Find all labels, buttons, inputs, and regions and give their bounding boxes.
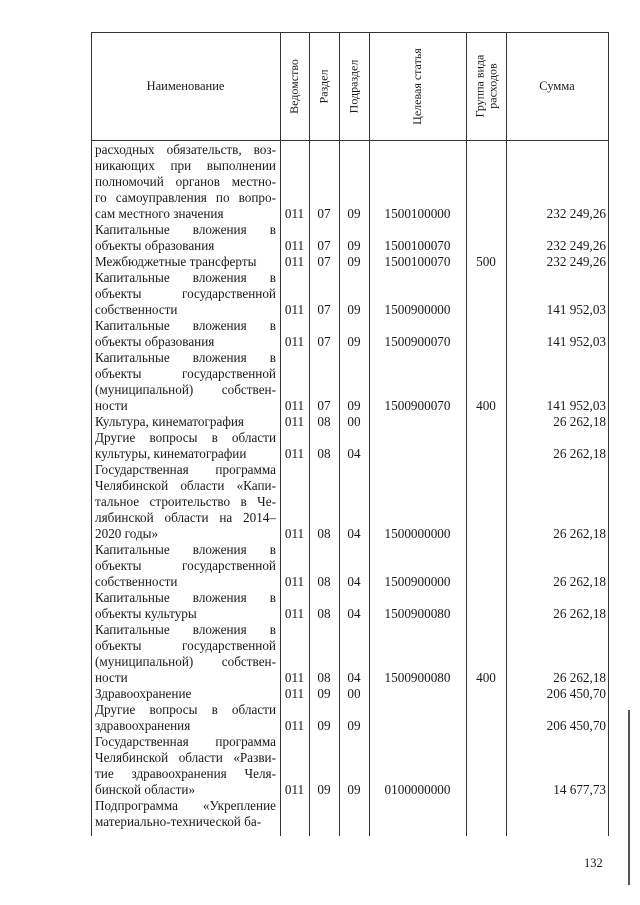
cell-razdel: 09	[317, 686, 331, 701]
cell-razdel: 08	[317, 670, 331, 685]
row-name	[95, 270, 276, 318]
row-name-line: Культура, кинематография	[95, 414, 244, 429]
header-vedomstvo-text: Ведомство	[287, 58, 302, 114]
row-name-line: Другие вопросы в области	[95, 702, 276, 717]
row-name-line: культуры, кинематографии	[95, 446, 247, 461]
row-name-line: Здравоохранение	[95, 686, 192, 701]
row-name	[95, 350, 276, 414]
cell-razdel: 09	[317, 718, 331, 733]
row-name-line: здравоохранения	[95, 718, 191, 733]
table-row	[91, 350, 609, 414]
row-name-line: ности	[95, 670, 128, 685]
cell-summa: 14 677,73	[553, 782, 606, 797]
cell-razdel: 08	[317, 446, 331, 461]
header-name-text: Наименование	[146, 78, 225, 93]
header-celevaya-text: Целевая статья	[409, 47, 424, 125]
row-name	[95, 798, 276, 830]
row-name-line: объекты государственной	[95, 638, 276, 653]
table-row	[91, 798, 609, 830]
cell-podrazdel: 09	[347, 238, 361, 253]
cell-podrazdel: 04	[347, 446, 361, 461]
cell-vedomstvo: 011	[284, 606, 305, 621]
row-name-line: никающих при выполнении	[95, 158, 276, 173]
cell-vedomstvo: 011	[284, 446, 305, 461]
row-name	[95, 462, 276, 542]
cell-razdel: 08	[317, 606, 331, 621]
cell-podrazdel: 04	[347, 574, 361, 589]
cell-summa: 141 952,03	[546, 334, 606, 349]
cell-podrazdel: 09	[347, 206, 361, 221]
cell-razdel: 07	[317, 398, 331, 413]
row-name-line: объекты государственной	[95, 366, 276, 381]
row-name-line: Челябинской области «Капи-	[95, 478, 276, 493]
cell-vedomstvo: 011	[284, 302, 305, 317]
row-name-line: собственности	[95, 574, 178, 589]
header-podrazdel-text: Подраздел	[346, 59, 361, 113]
cell-vedomstvo: 011	[284, 238, 305, 253]
cell-razdel: 08	[317, 414, 331, 429]
row-name	[95, 686, 276, 702]
cell-vedomstvo: 011	[284, 398, 305, 413]
row-name-line: собственности	[95, 302, 178, 317]
cell-razdel: 07	[317, 238, 331, 253]
cell-summa: 141 952,03	[546, 398, 606, 413]
row-name-line: Капитальные вложения в	[95, 270, 276, 285]
cell-summa: 232 249,26	[546, 238, 606, 253]
cell-razdel: 07	[317, 334, 331, 349]
table-row	[91, 414, 609, 430]
cell-celevaya-statya: 1500100070	[384, 254, 451, 269]
row-name-line: Капитальные вложения в	[95, 622, 276, 637]
cell-podrazdel: 04	[347, 526, 361, 541]
cell-vedomstvo: 011	[284, 718, 305, 733]
cell-celevaya-statya: 1500900070	[384, 398, 451, 413]
header-gruppa-text	[473, 55, 499, 118]
table-row	[91, 318, 609, 350]
page-number: 132	[584, 856, 603, 870]
row-name-line: (муниципальной) собствен-	[95, 382, 276, 397]
header-gruppa-line2: расходов	[485, 63, 499, 109]
cell-celevaya-statya: 1500900070	[384, 334, 451, 349]
cell-podrazdel: 04	[347, 670, 361, 685]
row-name	[95, 542, 276, 590]
cell-summa: 26 262,18	[553, 526, 606, 541]
row-name	[95, 590, 276, 622]
cell-razdel: 08	[317, 526, 331, 541]
row-name-line: Капитальные вложения в	[95, 318, 276, 333]
cell-podrazdel: 09	[347, 254, 361, 269]
table-row	[91, 734, 609, 798]
budget-table	[91, 32, 609, 836]
row-name-line: го самоуправления по вопро-	[95, 190, 276, 205]
row-name-line: Межбюджетные трансферты	[95, 254, 257, 269]
row-name-line: объекты образования	[95, 334, 215, 349]
cell-gruppa: 400	[476, 398, 496, 413]
cell-celevaya-statya: 1500900000	[384, 574, 451, 589]
cell-summa: 26 262,18	[553, 414, 606, 429]
row-name-line: лябинской области на 2014–	[95, 510, 276, 525]
table-row	[91, 590, 609, 622]
row-name	[95, 734, 276, 798]
table-row	[91, 622, 609, 686]
cell-vedomstvo: 011	[284, 254, 305, 269]
table-row	[91, 270, 609, 318]
cell-vedomstvo: 011	[284, 414, 305, 429]
cell-summa: 232 249,26	[546, 206, 606, 221]
cell-celevaya-statya: 1500100000	[384, 206, 451, 221]
cell-vedomstvo: 011	[284, 782, 305, 797]
cell-celevaya-statya: 1500900080	[384, 670, 451, 685]
table-row	[91, 430, 609, 462]
row-name-line: Капитальные вложения в	[95, 590, 276, 605]
row-name-line: Государственная программа	[95, 462, 276, 477]
row-name-line: материально-технической ба-	[95, 814, 262, 829]
cell-vedomstvo: 011	[284, 670, 305, 685]
row-name	[95, 622, 276, 686]
cell-vedomstvo: 011	[284, 526, 305, 541]
row-name-line: расходных обязательств, воз-	[95, 142, 276, 157]
table-row	[91, 462, 609, 542]
header-summa	[506, 32, 608, 140]
cell-razdel: 08	[317, 574, 331, 589]
cell-summa: 26 262,18	[553, 446, 606, 461]
cell-podrazdel: 00	[347, 686, 361, 701]
row-name-line: объекты образования	[95, 238, 215, 253]
row-name-line: Челябинской области «Разви-	[95, 750, 276, 765]
margin-edge-line	[628, 710, 630, 885]
row-name-line: ности	[95, 398, 128, 413]
cell-razdel: 09	[317, 782, 331, 797]
row-name	[95, 430, 276, 462]
cell-podrazdel: 09	[347, 782, 361, 797]
header-summa-text: Сумма	[539, 78, 575, 93]
cell-summa: 232 249,26	[546, 254, 606, 269]
row-name-line: объекты государственной	[95, 558, 276, 573]
cell-podrazdel: 09	[347, 718, 361, 733]
header-podrazdel	[339, 32, 369, 140]
row-name-line: Подпрограмма «Укрепление	[95, 798, 276, 813]
row-name-line: 2020 годы»	[95, 526, 159, 541]
row-name-line: полномочий органов местно-	[95, 174, 276, 189]
header-celevaya-statya	[369, 32, 466, 140]
row-name-line: Государственная программа	[95, 734, 276, 749]
row-name-line: тие здравоохранения Челя-	[95, 766, 276, 781]
cell-podrazdel: 04	[347, 606, 361, 621]
table-row	[91, 542, 609, 590]
header-name	[91, 32, 280, 140]
cell-celevaya-statya: 1500100070	[384, 238, 451, 253]
header-vedomstvo	[280, 32, 309, 140]
cell-podrazdel: 09	[347, 398, 361, 413]
table-row	[91, 686, 609, 702]
row-name-line: объекты государственной	[95, 286, 276, 301]
row-name-line: (муниципальной) собствен-	[95, 654, 276, 669]
cell-summa: 26 262,18	[553, 670, 606, 685]
row-name-line: Другие вопросы в области	[95, 430, 276, 445]
cell-vedomstvo: 011	[284, 574, 305, 589]
cell-vedomstvo: 011	[284, 686, 305, 701]
table-row	[91, 142, 609, 222]
cell-celevaya-statya: 1500000000	[384, 526, 451, 541]
cell-gruppa: 500	[476, 254, 496, 269]
row-name-line: Капитальные вложения в	[95, 350, 276, 365]
cell-summa: 206 450,70	[546, 718, 606, 733]
cell-summa: 141 952,03	[546, 302, 606, 317]
row-name	[95, 142, 276, 222]
cell-razdel: 07	[317, 254, 331, 269]
cell-razdel: 07	[317, 206, 331, 221]
cell-gruppa: 400	[476, 670, 496, 685]
cell-vedomstvo: 011	[284, 334, 305, 349]
cell-celevaya-statya: 0100000000	[384, 782, 451, 797]
header-gruppa-line1: Группа вида	[472, 54, 486, 118]
row-name-line: Капитальные вложения в	[95, 222, 276, 237]
cell-summa: 26 262,18	[553, 606, 606, 621]
row-name-line: объекты культуры	[95, 606, 197, 621]
cell-vedomstvo: 011	[284, 206, 305, 221]
cell-celevaya-statya: 1500900080	[384, 606, 451, 621]
cell-razdel: 07	[317, 302, 331, 317]
header-razdel	[309, 32, 339, 140]
row-name	[95, 702, 276, 734]
cell-celevaya-statya: 1500900000	[384, 302, 451, 317]
cell-podrazdel: 00	[347, 414, 361, 429]
table-row	[91, 254, 609, 270]
row-name-line: тальное строительство в Че-	[95, 494, 276, 509]
cell-summa: 26 262,18	[553, 574, 606, 589]
row-name-line: бинской области»	[95, 782, 196, 797]
table-row	[91, 222, 609, 254]
cell-podrazdel: 09	[347, 334, 361, 349]
row-name	[95, 254, 276, 270]
row-name-line: сам местного значения	[95, 206, 224, 221]
row-name	[95, 222, 276, 254]
table-row	[91, 702, 609, 734]
row-name	[95, 414, 276, 430]
row-name	[95, 318, 276, 350]
header-razdel-text: Раздел	[316, 69, 331, 103]
cell-summa: 206 450,70	[546, 686, 606, 701]
header-gruppa	[466, 32, 506, 140]
cell-podrazdel: 09	[347, 302, 361, 317]
row-name-line: Капитальные вложения в	[95, 542, 276, 557]
